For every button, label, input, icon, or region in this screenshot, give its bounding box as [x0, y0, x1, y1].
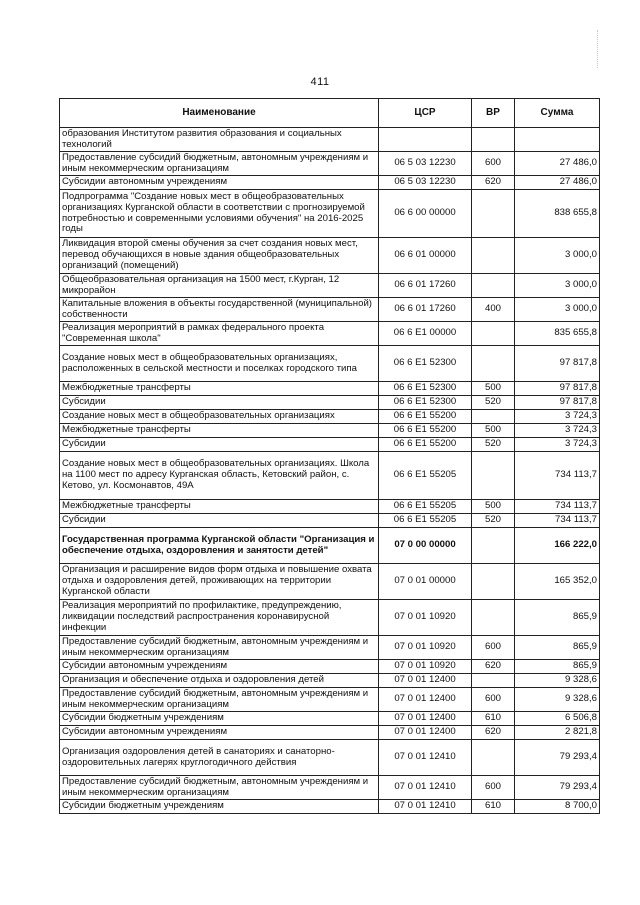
- cell-sum: 734 113,7: [515, 452, 600, 500]
- cell-vr: 520: [472, 438, 515, 452]
- cell-csr: 06 6 00 00000: [379, 190, 472, 238]
- table-row: [60, 396, 600, 410]
- cell-sum: 79 293,4: [515, 776, 600, 800]
- cell-sum: 3 000,0: [515, 238, 600, 274]
- cell-csr: 07 0 00 00000: [379, 528, 472, 564]
- cell-name: Капитальные вложения в объекты государственной (муниципальной) собственности: [60, 298, 379, 322]
- cell-name: Субсидии: [60, 396, 379, 410]
- cell-csr: 06 6 E1 55200: [379, 438, 472, 452]
- cell-csr: 06 5 03 12230: [379, 152, 472, 176]
- cell-vr: 600: [472, 152, 515, 176]
- table-header: [60, 99, 600, 128]
- cell-csr: 07 0 01 12410: [379, 800, 472, 814]
- cell-csr: 06 6 E1 55205: [379, 514, 472, 528]
- table-row: [60, 452, 600, 500]
- cell-vr: 500: [472, 382, 515, 396]
- table-row: [60, 514, 600, 528]
- cell-csr: 07 0 01 10920: [379, 660, 472, 674]
- cell-name: Организация и расширение видов форм отдыха и повышение охвата отдыха и оздоровления детей, проживающих на территории Курганской области: [60, 564, 379, 600]
- cell-csr: 06 6 E1 52300: [379, 382, 472, 396]
- cell-name: Субсидии бюджетным учреждениям: [60, 800, 379, 814]
- header-csr: ЦСР: [379, 99, 472, 128]
- table-row: [60, 500, 600, 514]
- cell-sum: 865,9: [515, 660, 600, 674]
- cell-sum: 835 655,8: [515, 322, 600, 346]
- cell-csr: 06 6 E1 55200: [379, 424, 472, 438]
- cell-name: Субсидии: [60, 514, 379, 528]
- margin-mark: [597, 30, 599, 68]
- cell-sum: 3 000,0: [515, 274, 600, 298]
- cell-sum: 8 700,0: [515, 800, 600, 814]
- cell-csr: 06 6 E1 55205: [379, 452, 472, 500]
- cell-sum: 6 506,8: [515, 712, 600, 726]
- cell-vr: 500: [472, 500, 515, 514]
- cell-name: Общеобразовательная организация на 1500 мест, г.Курган, 12 микрорайон: [60, 274, 379, 298]
- cell-name: Ликвидация второй смены обучения за счет создания новых мест, перевод обучающихся в новые здания общеобразовательных организаций (помещений): [60, 238, 379, 274]
- cell-vr: 600: [472, 776, 515, 800]
- cell-csr: 07 0 01 00000: [379, 564, 472, 600]
- header-vr: ВР: [472, 99, 515, 128]
- cell-vr: [472, 674, 515, 688]
- header-row: [60, 99, 600, 128]
- table-row: [60, 636, 600, 660]
- table-row: [60, 298, 600, 322]
- cell-sum: 9 328,6: [515, 688, 600, 712]
- cell-csr: 06 5 03 12230: [379, 176, 472, 190]
- cell-name: Предоставление субсидий бюджетным, автономным учреждениям и иным некоммерческим организациям: [60, 152, 379, 176]
- cell-csr: 06 6 01 17260: [379, 274, 472, 298]
- cell-csr: 06 6 E1 52300: [379, 346, 472, 382]
- cell-name: Предоставление субсидий бюджетным, автономным учреждениям и иным некоммерческим организациям: [60, 776, 379, 800]
- table-row: [60, 660, 600, 674]
- cell-name: Организация оздоровления детей в санаториях и санаторно-оздоровительных лагерях круглогодичного действия: [60, 740, 379, 776]
- table-row: [60, 382, 600, 396]
- cell-csr: 07 0 01 10920: [379, 636, 472, 660]
- cell-sum: 97 817,8: [515, 396, 600, 410]
- cell-name: Субсидии бюджетным учреждениям: [60, 712, 379, 726]
- cell-name: Создание новых мест в общеобразовательных организациях, расположенных в сельской местности и поселках городского типа: [60, 346, 379, 382]
- cell-vr: [472, 238, 515, 274]
- cell-sum: 3 000,0: [515, 298, 600, 322]
- cell-vr: [472, 274, 515, 298]
- table-body: [60, 128, 600, 814]
- cell-name: образования Институтом развития образования и социальных технологий: [60, 128, 379, 152]
- table-row: [60, 600, 600, 636]
- cell-vr: 600: [472, 688, 515, 712]
- cell-vr: 610: [472, 800, 515, 814]
- cell-vr: 500: [472, 424, 515, 438]
- table-row: [60, 740, 600, 776]
- cell-name: Субсидии: [60, 438, 379, 452]
- cell-name: Создание новых мест в общеобразовательных организациях: [60, 410, 379, 424]
- cell-vr: [472, 190, 515, 238]
- cell-csr: 07 0 01 12410: [379, 776, 472, 800]
- cell-sum: 734 113,7: [515, 500, 600, 514]
- cell-name: Предоставление субсидий бюджетным, автономным учреждениям и иным некоммерческим организациям: [60, 688, 379, 712]
- cell-vr: 600: [472, 636, 515, 660]
- cell-vr: [472, 410, 515, 424]
- cell-name: Реализация мероприятий по профилактике, предупреждению, ликвидации последствий распространения коронавирусной инфекции: [60, 600, 379, 636]
- cell-sum: 9 328,6: [515, 674, 600, 688]
- cell-vr: 620: [472, 726, 515, 740]
- table-row: [60, 274, 600, 298]
- cell-sum: 97 817,8: [515, 346, 600, 382]
- cell-name: Межбюджетные трансферты: [60, 382, 379, 396]
- cell-vr: 400: [472, 298, 515, 322]
- cell-name: Субсидии автономным учреждениям: [60, 176, 379, 190]
- cell-csr: 06 6 E1 52300: [379, 396, 472, 410]
- cell-csr: 07 0 01 12400: [379, 674, 472, 688]
- cell-sum: 838 655,8: [515, 190, 600, 238]
- cell-vr: [472, 600, 515, 636]
- table-row: [60, 176, 600, 190]
- cell-name: Межбюджетные трансферты: [60, 500, 379, 514]
- cell-vr: 520: [472, 396, 515, 410]
- cell-csr: [379, 128, 472, 152]
- cell-csr: 06 6 01 00000: [379, 238, 472, 274]
- cell-vr: [472, 452, 515, 500]
- table-row: [60, 152, 600, 176]
- cell-vr: [472, 128, 515, 152]
- table-row: [60, 424, 600, 438]
- header-sum: Сумма: [515, 99, 600, 128]
- cell-sum: 865,9: [515, 636, 600, 660]
- cell-csr: 07 0 01 12400: [379, 688, 472, 712]
- cell-csr: 06 6 E1 00000: [379, 322, 472, 346]
- cell-vr: 620: [472, 176, 515, 190]
- cell-vr: [472, 322, 515, 346]
- cell-sum: 79 293,4: [515, 740, 600, 776]
- cell-sum: 3 724,3: [515, 424, 600, 438]
- table-row: [60, 346, 600, 382]
- table-row: [60, 564, 600, 600]
- cell-vr: 520: [472, 514, 515, 528]
- cell-sum: 865,9: [515, 600, 600, 636]
- table-row: [60, 238, 600, 274]
- cell-sum: 27 486,0: [515, 176, 600, 190]
- cell-name: Организация и обеспечение отдыха и оздоровления детей: [60, 674, 379, 688]
- table-row: [60, 128, 600, 152]
- table-row: [60, 800, 600, 814]
- cell-sum: [515, 128, 600, 152]
- cell-sum: 27 486,0: [515, 152, 600, 176]
- cell-csr: 07 0 01 10920: [379, 600, 472, 636]
- cell-name: Реализация мероприятий в рамках федерального проекта "Современная школа": [60, 322, 379, 346]
- cell-vr: [472, 564, 515, 600]
- cell-sum: 165 352,0: [515, 564, 600, 600]
- page-number: 411: [310, 76, 330, 88]
- table-row: [60, 438, 600, 452]
- budget-table: [59, 98, 600, 814]
- cell-csr: 07 0 01 12410: [379, 740, 472, 776]
- cell-sum: 97 817,8: [515, 382, 600, 396]
- cell-vr: [472, 346, 515, 382]
- table-row: [60, 726, 600, 740]
- cell-csr: 07 0 01 12400: [379, 712, 472, 726]
- cell-sum: 2 821,8: [515, 726, 600, 740]
- table-row: [60, 688, 600, 712]
- table-row: [60, 528, 600, 564]
- table-row: [60, 322, 600, 346]
- cell-name: Подпрограмма "Создание новых мест в общеобразовательных организациях Курганской области в соответствии с прогнозируемой потребностью и современными условиями обучения" на 2016-2025 годы: [60, 190, 379, 238]
- table-row: [60, 712, 600, 726]
- cell-name: Предоставление субсидий бюджетным, автономным учреждениям и иным некоммерческим организациям: [60, 636, 379, 660]
- cell-csr: 06 6 01 17260: [379, 298, 472, 322]
- cell-name: Межбюджетные трансферты: [60, 424, 379, 438]
- cell-vr: 620: [472, 660, 515, 674]
- cell-sum: 3 724,3: [515, 438, 600, 452]
- cell-name: Субсидии автономным учреждениям: [60, 726, 379, 740]
- cell-sum: 3 724,3: [515, 410, 600, 424]
- cell-name: Субсидии автономным учреждениям: [60, 660, 379, 674]
- header-name: Наименование: [60, 99, 379, 128]
- table-row: [60, 190, 600, 238]
- cell-csr: 06 6 E1 55200: [379, 410, 472, 424]
- table-row: [60, 674, 600, 688]
- table-row: [60, 410, 600, 424]
- cell-name: Создание новых мест в общеобразовательных организациях. Школа на 1100 мест по адресу Курганская область, Кетовский район, с. Кетово, ул. Космонавтов, 49А: [60, 452, 379, 500]
- cell-sum: 734 113,7: [515, 514, 600, 528]
- table-row: [60, 776, 600, 800]
- cell-csr: 06 6 E1 55205: [379, 500, 472, 514]
- cell-vr: [472, 740, 515, 776]
- cell-vr: 610: [472, 712, 515, 726]
- cell-vr: [472, 528, 515, 564]
- cell-name: Государственная программа Курганской области "Организация и обеспечение отдыха, оздоровления и занятости детей": [60, 528, 379, 564]
- cell-sum: 166 222,0: [515, 528, 600, 564]
- cell-csr: 07 0 01 12400: [379, 726, 472, 740]
